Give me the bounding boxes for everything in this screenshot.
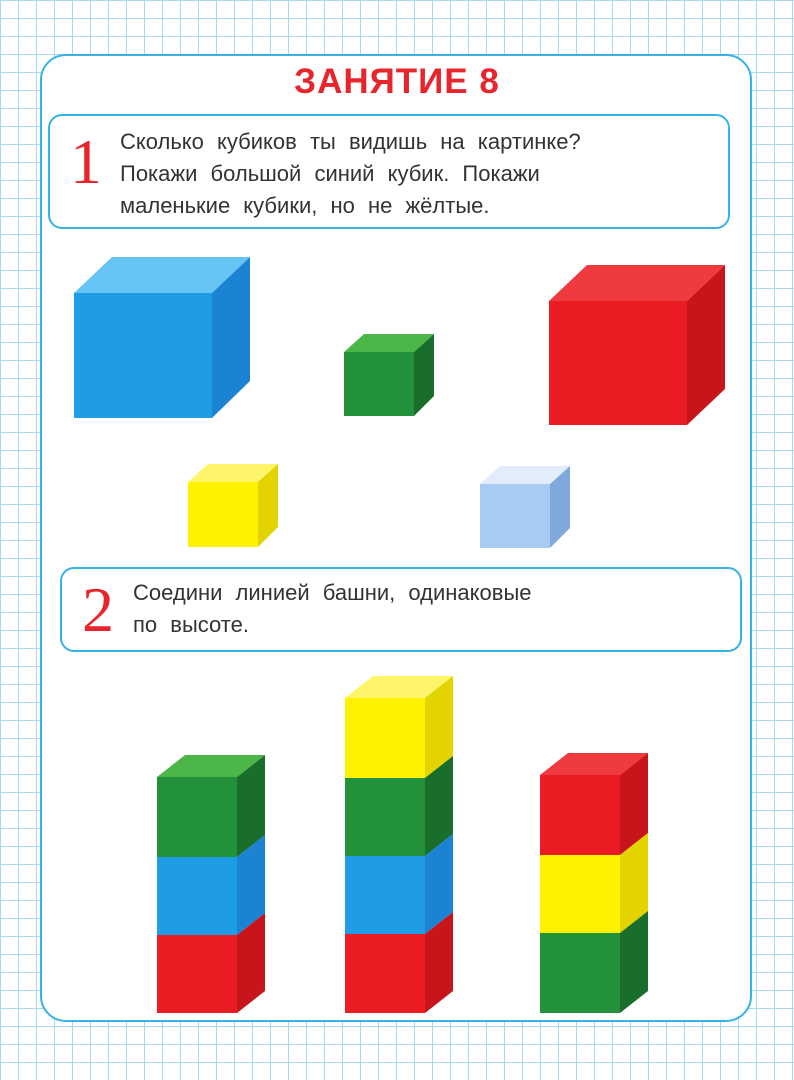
task-1-number: 1 <box>70 126 102 197</box>
tower-3 <box>540 753 648 1013</box>
lesson-title: ЗАНЯТИЕ 8 <box>294 62 500 101</box>
cube-small-yellow <box>188 464 278 547</box>
cube-small-green <box>344 334 434 416</box>
task-2-number: 2 <box>82 574 114 645</box>
cube-small-light-blue <box>480 466 570 548</box>
cube-big-red <box>549 265 725 425</box>
task-2-line: по высоте. <box>133 612 249 637</box>
task-1-text <box>120 126 720 222</box>
cube-big-blue <box>74 257 250 418</box>
task-2-text <box>133 577 723 641</box>
task-1-line: Покажи большой синий кубик. Покажи <box>120 161 540 186</box>
tower-2 <box>345 676 453 1013</box>
task-1-line: маленькие кубики, но не жёлтые. <box>120 193 490 218</box>
task-1-line: Сколько кубиков ты видишь на картинке? <box>120 129 581 154</box>
task-2-line: Соедини линией башни, одинаковые <box>133 580 532 605</box>
tower-1 <box>157 755 265 1013</box>
